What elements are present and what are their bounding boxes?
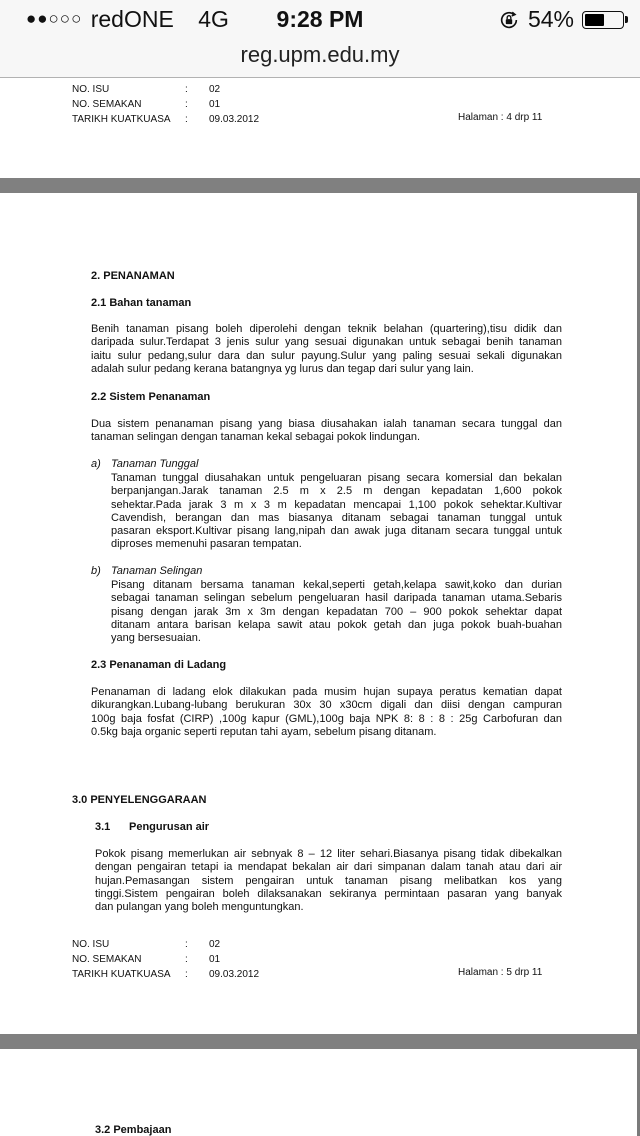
meta-label: NO. SEMAKAN (72, 99, 142, 110)
signal-strength-icon: ●●○○○ (26, 9, 83, 28)
text-line: sehektar.Pada jarak 3 m x 3 m kepadatan mencapai 1,100 pokok sehektar.Kultivar (111, 498, 562, 511)
meta-label: NO. ISU (72, 84, 110, 95)
text-line: adalah sulur pedang kerana batangnya yg lurus dan tegap dari sulur yang lain. (91, 362, 474, 375)
meta-colon: : (185, 114, 188, 125)
rotation-lock-icon (498, 9, 520, 31)
meta-label: NO. ISU (72, 939, 110, 950)
meta-value: 01 (209, 99, 221, 110)
meta-colon: : (185, 99, 188, 110)
status-right (498, 6, 628, 33)
carrier-name: redONE (90, 6, 174, 32)
meta-value: 02 (209, 84, 221, 95)
text-line: tinggi.Sistem pengairan boleh dilaksanakan sekiranya permintaan pasaran yang banyak (95, 887, 562, 900)
network-type: 4G (198, 6, 229, 32)
text-line: dan pulangan yang boleh menguntungkan. (95, 901, 304, 914)
text-line: Cavendish, berangan dan mas biasanya ditanam sebagai tanaman tunggal untuk (111, 511, 562, 524)
section-3-1-number: 3.1 (95, 821, 111, 833)
text-line: berpanjangan.Jarak tanaman 2.5 m x 2.5 m dengan kepadatan 1,600 pokok (111, 485, 562, 498)
meta-colon: : (185, 954, 188, 965)
section-2-1-heading: 2.1 Bahan tanaman (91, 297, 192, 309)
section-2-3-paragraph (91, 686, 562, 739)
section-2-2-paragraph (91, 418, 562, 445)
section-3-1-heading: Pengurusan air (129, 821, 210, 833)
clock: 9:28 PM (276, 6, 364, 32)
section-2-2-heading: 2.2 Sistem Penanaman (91, 391, 211, 403)
list-marker-b: b) (91, 565, 101, 577)
list-item-b-title: Tanaman Selingan (111, 565, 203, 577)
text-line: Pisang ditanam bersama tanaman kekal,seperti getah,kelapa sawit,koko dan durian (111, 579, 562, 591)
text-line: 0.5kg baja organic seperti reputan tahi ayam, sebelum pisang ditanam. (91, 725, 437, 738)
meta-value: 09.03.2012 (209, 114, 260, 125)
text-line: hujan.Pemasangan sistem pengairan untuk tanaman pisang melibatkan kos yang (95, 874, 562, 887)
section-2-heading: 2. PENANAMAN (91, 270, 175, 282)
text-line: tanaman selingan dengan tanaman kekal sebagai pokok lindungan. (91, 431, 421, 444)
meta-value: 01 (209, 954, 221, 965)
section-2-1-paragraph (91, 323, 562, 376)
text-line: sebagai tanaman selingan sebelum pengeluaran hasil daripada tanaman utama.Sebaris (111, 592, 562, 605)
section-3-2-heading: 3.2 Pembajaan (95, 1124, 172, 1136)
text-line: iaitu sulur pedang,sulur dara dan sulur payung.Sulur yang paling sesuai sekali digunakan (91, 349, 562, 362)
text-line: diproses memenuhi pasaran tempatan. (111, 538, 302, 551)
status-bar (0, 0, 640, 78)
meta-colon: : (185, 939, 188, 950)
page-separator (0, 1034, 640, 1049)
address-bar-url[interactable]: reg.upm.edu.my (240, 42, 400, 67)
section-3-heading: 3.0 PENYELENGGARAAN (72, 794, 207, 806)
text-line: yang bersesuaian. (111, 632, 201, 645)
text-line: 100g baja fosfat (CIRP) ,100g kapur (GML),100g baja NPK 8: 8 : 8 : 25g Carbofuran dan (91, 712, 562, 725)
text-line: Penanaman di ladang elok dilakukan pada musim hujan supaya peratus kematian dapat (91, 686, 562, 698)
text-line: pisang dengan jarak 3m x 3m dengan kepadatan 700 – 900 pokok sehektar dapat (111, 605, 562, 618)
text-line: dikurangkan.Lubang-lubang berukuran 30x 30 x30cm digali dan diisi dengan campuran (91, 699, 562, 712)
meta-label: NO. SEMAKAN (72, 954, 142, 965)
text-line: Dua sistem penanaman pisang yang biasa diusahakan ialah tanaman secara tunggal dan (91, 418, 562, 430)
text-line: daripada sulur.Terdapat 3 jenis sulur yang sesuai digunakan untuk sebagai benih tanaman (91, 336, 562, 349)
page-number: Halaman : 4 drp 11 (458, 112, 543, 123)
meta-colon: : (185, 84, 188, 95)
list-item-a-title: Tanaman Tunggal (111, 458, 199, 470)
text-line: Benih tanaman pisang boleh diperolehi dengan teknik belahan (quartering),tisu didik dan (91, 323, 562, 335)
page-separator (0, 178, 640, 193)
section-2-3-heading: 2.3 Penanaman di Ladang (91, 659, 227, 671)
page-number: Halaman : 5 drp 11 (458, 967, 543, 978)
meta-colon: : (185, 969, 188, 980)
section-3-1-paragraph (95, 848, 562, 914)
battery-percent: 54% (527, 6, 574, 32)
battery-tip (625, 16, 628, 23)
battery-level-fill (585, 14, 604, 26)
meta-label: TARIKH KUATKUASA (72, 114, 171, 125)
text-line: Tanaman tunggal diusahakan untuk pengeluaran pisang secara komersial dan bekalan (111, 472, 562, 484)
meta-label: TARIKH KUATKUASA (72, 969, 171, 980)
text-line: ditanam antara barisan kelapa sawit atau pokok getah dan juga pokok buah-buahan (111, 618, 562, 631)
meta-value: 09.03.2012 (209, 969, 260, 980)
text-line: pasaran eksport.Kultivar pisang lang,nipah dan awak juga ditanam secara tunggal untuk (111, 525, 562, 538)
meta-value: 02 (209, 939, 221, 950)
list-item-a-paragraph (111, 472, 562, 552)
battery-icon (582, 11, 624, 29)
text-line: dengan pengairan tetapi ia mendapat bekalan air dari simpanan dalam tanah atau dari air (95, 861, 562, 874)
list-item-b-paragraph (111, 579, 562, 645)
list-marker-a: a) (91, 458, 101, 470)
text-line: Pokok pisang memerlukan air sebnyak 8 – 12 liter sehari.Biasanya pisang tidak dibekalkan (95, 848, 562, 860)
